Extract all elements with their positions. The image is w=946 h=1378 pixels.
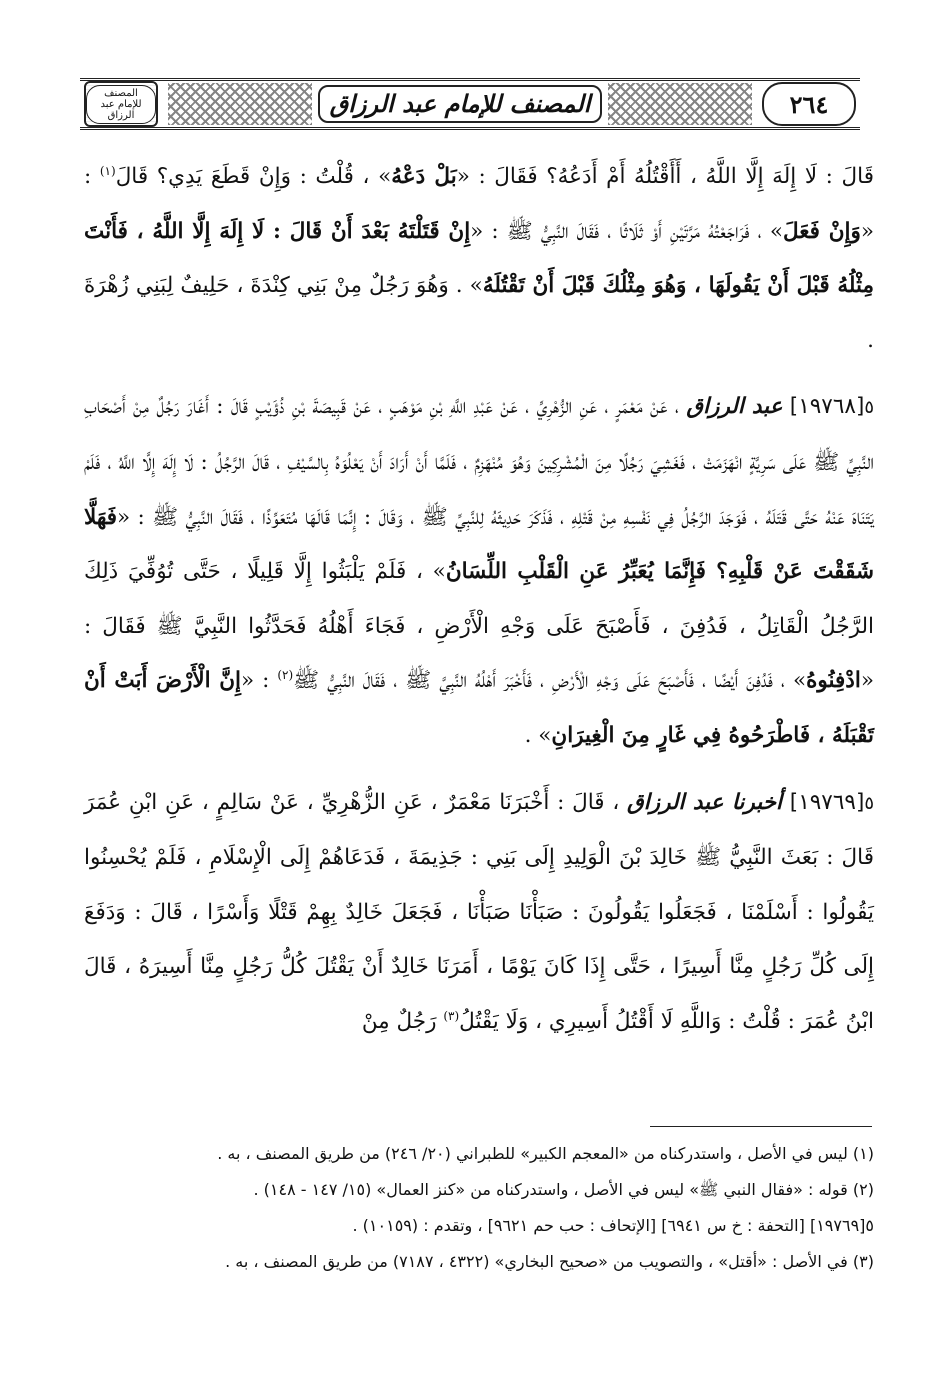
text-run: : « (241, 668, 278, 694)
hadith-number: [١٩٧٦٩] (789, 789, 865, 815)
text-run: » ، فَرَاجَعْتُهُ مَرَّتَيْنِ أَوْ ثَلَاثًا ، فَقَالَ النَّبِيُّ ﷺ : « (470, 218, 784, 244)
seal-line-2: للإمام عبد الرزاق (100, 98, 142, 121)
hadith-19768 (84, 380, 874, 763)
prophet-speech: بَلْ دَعْهُ (391, 164, 457, 189)
footnotes (84, 1136, 874, 1280)
source-name: عبد الرزاق (686, 394, 783, 420)
page-number: ٢٦٤ (762, 82, 856, 126)
book-title: المصنف للإمام عبد الرزاق (318, 85, 603, 123)
book-seal-logo (84, 81, 158, 127)
text-run: » . وَهُوَ رَجُلٌ مِنْ بَنِي كِنْدَةَ ، حَلِيفٌ لِبَنِي زُهْرَةَ . (84, 273, 874, 353)
hadith-19769 (84, 776, 874, 1050)
seal-text (86, 85, 156, 124)
text-run: رَجُلٌ مِنْ (361, 1008, 444, 1034)
footnote-ref-3[interactable]: (٣) (443, 1008, 460, 1023)
prophet-speech: ادْفِنُوهُ (806, 668, 861, 694)
prophet-speech: وَإِنْ فَعَلَ (783, 218, 861, 244)
source-name: أخبرنا عبد الرزاق (627, 789, 783, 815)
text-run: » . (524, 722, 552, 748)
footnote-1: (١) ليس في الأصل ، واستدركناه من «المعجم الكبير» للطبراني (٢٠/ ٢٤٦) من طريق المصنف ، به . (217, 1144, 874, 1163)
footnote-2: (٢) قوله : «فقال النبي ﷺ» ليس في الأصل ، واستدركناه من «كنز العمال» (١٥/ ١٤٧ - ١٤٨) . (253, 1180, 874, 1199)
footnote-ref-1[interactable]: (١) (99, 163, 116, 178)
text-run: : « (84, 164, 874, 244)
footnote-divider (650, 1126, 872, 1127)
prophet-speech: فَهَلَّا شَقَقْتَ عَنْ قَلْبِهِ؟ فَإِنَّمَا يُعَبِّرُ عَنِ الْقَلْبِ اللِّسَانُ (84, 504, 874, 585)
hadith-number: [١٩٧٦٨] (789, 394, 865, 420)
text-run: » ، فَدُفِنَ أَيْضًا ، فَأَصْبَحَ عَلَى وَجْهِ الْأَرْضِ ، فَأَخْبَرَ أَهْلُهُ النَّبِيَّ ﷺ ، فَقَالَ النَّبِيُّ ﷺ (293, 668, 807, 694)
ornament-left (168, 83, 312, 125)
prophet-speech: إِنَّ الْأَرْضَ أَبَتْ أَنْ تَقْبَلَهُ ، فَاطْرَحُوهُ فِي غَارٍ مِنَ الْغِيرَانِ (84, 668, 874, 748)
ornament-right (608, 83, 752, 125)
text-run: ، عَنْ مَعْمَرٍ ، عَنِ الزُّهْرِيِّ ، عَنْ عَبْدِ اللَّهِ بْنِ مَوْهَبٍ ، عَنْ قَبِيصَةَ بْنِ ذُؤَيْبٍ قَالَ : أَغَارَ رَجُلٌ مِنْ أَصْحَابِ النَّبِيِّ ﷺ عَلَى سَرِيَّةٍ انْهَزَمَتْ ، فَغَشِيَ رَجُلًا مِنَ الْمُشْرِكِينَ وَهُوَ مُنْهَزِمٌ ، فَلَمَّا أَنْ أَرَادَ أَنْ يَعْلُوَهُ بِالسَّيْفِ ، قَالَ الرَّجُلُ : لَا إِلَهَ إِلَّا اللَّهُ ، فَلَمْ يَتَنَاهَ عَنْهُ حَتَّى قَتَلَهُ ، فَوَجَدَ الرَّجُلُ فِي نَفْسِهِ مِنْ قَتْلِهِ ، فَذَكَرَ حَدِيثَهُ لِلنَّبِيِّ ﷺ ، وَقَالَ : إِنَّمَا قَالَهَا مُتَعَوِّذًا ، فَقَالَ النَّبِيُّ ﷺ : « (84, 394, 874, 530)
page-header (80, 78, 860, 130)
prophet-speech: إِنْ قَتَلْتَهُ بَعْدَ أَنْ قَالَ : لَا إِلَهَ إِلَّا اللَّهُ ، فَأَنْتَ مِثْلُهُ قَبْلَ أَنْ يَقُولَهَا ، وَهُوَ مِثْلُكَ قَبْلَ أَنْ تَقْتُلَهُ (84, 218, 875, 299)
text-run: ، قَالَ : أَخْبَرَنَا مَعْمَرٌ ، عَنِ الزُّهْرِيِّ ، عَنْ سَالِمٍ ، عَنِ ابْنِ عُمَرَ قَالَ : بَعَثَ النَّبِيُّ ﷺ خَالِدَ بْنَ الْوَلِيدِ إِلَى بَنِي : جَذِيمَةَ ، فَدَعَاهُمْ إِلَى الْإِسْلَامِ ، فَلَمْ يُحْسِنُوا يَقُولُوا : أَسْلَمْنَا ، فَجَعَلُوا يَقُولُونَ : صَبَأْنَا صَبَأْنَا ، فَجَعَلَ خَالِدٌ بِهِمْ قَتْلًا وَأَسْرًا ، قَالَ : وَدَفَعَ إِلَى كُلِّ رَجُلٍ مِنَّا أَسِيرًا ، حَتَّى إِذَا كَانَ يَوْمًا ، أَمَرَنَا خَالِدٌ أَنْ يَقْتُلَ كُلُّ رَجُلٍ مِنَّا أَسِيرَهُ ، قَالَ ابْنُ عُمَرَ : قُلْتُ : وَاللَّهِ لَا أَقْتُلُ أَسِيرِي ، وَلَا يَقْتُلُ (84, 789, 874, 1034)
main-text (84, 150, 874, 1050)
hadith-marker: ٥ (864, 792, 874, 814)
footnote-takhrij: ٥[١٩٧٦٩] [التحفة : خ س ٦٩٤١] [الإتحاف : حب حم ٩٦٢١] ، وتقدم : (١٠١٥٩) . (352, 1216, 874, 1235)
footnote-3: (٣) في الأصل : «أقتل» ، والتصويب من «صحيح البخاري» (٤٣٢٢ ، ٧١٨٧) من طريق المصنف ، به . (225, 1252, 874, 1271)
seal-line-1: المصنف (104, 87, 138, 99)
text-run: » ، قُلْتُ : وَإِنْ قَطَعَ يَدِي؟ قَالَ (115, 164, 392, 189)
text-run: » ، فَلَمْ يَلْبَثُوا إِلَّا قَلِيلًا ، حَتَّى تُوُفِّيَ ذَلِكَ الرَّجُلُ الْقَاتِلُ ، فَدُفِنَ ، فَأَصْبَحَ عَلَى وَجْهِ الْأَرْضِ ، فَجَاءَ أَهْلُهُ فَحَدَّثُوا النَّبِيَّ ﷺ فَقَالَ : « (84, 559, 874, 694)
paragraph-continuation (84, 150, 874, 368)
hadith-marker: ٥ (864, 397, 874, 419)
footnote-ref-2[interactable]: (٢) (277, 668, 294, 683)
text-run: قَالَ : لَا إِلَهَ إِلَّا اللَّهُ ، أَأَقْتُلُهُ أَمْ أَدَعُهُ؟ فَقَالَ : « (456, 164, 874, 189)
